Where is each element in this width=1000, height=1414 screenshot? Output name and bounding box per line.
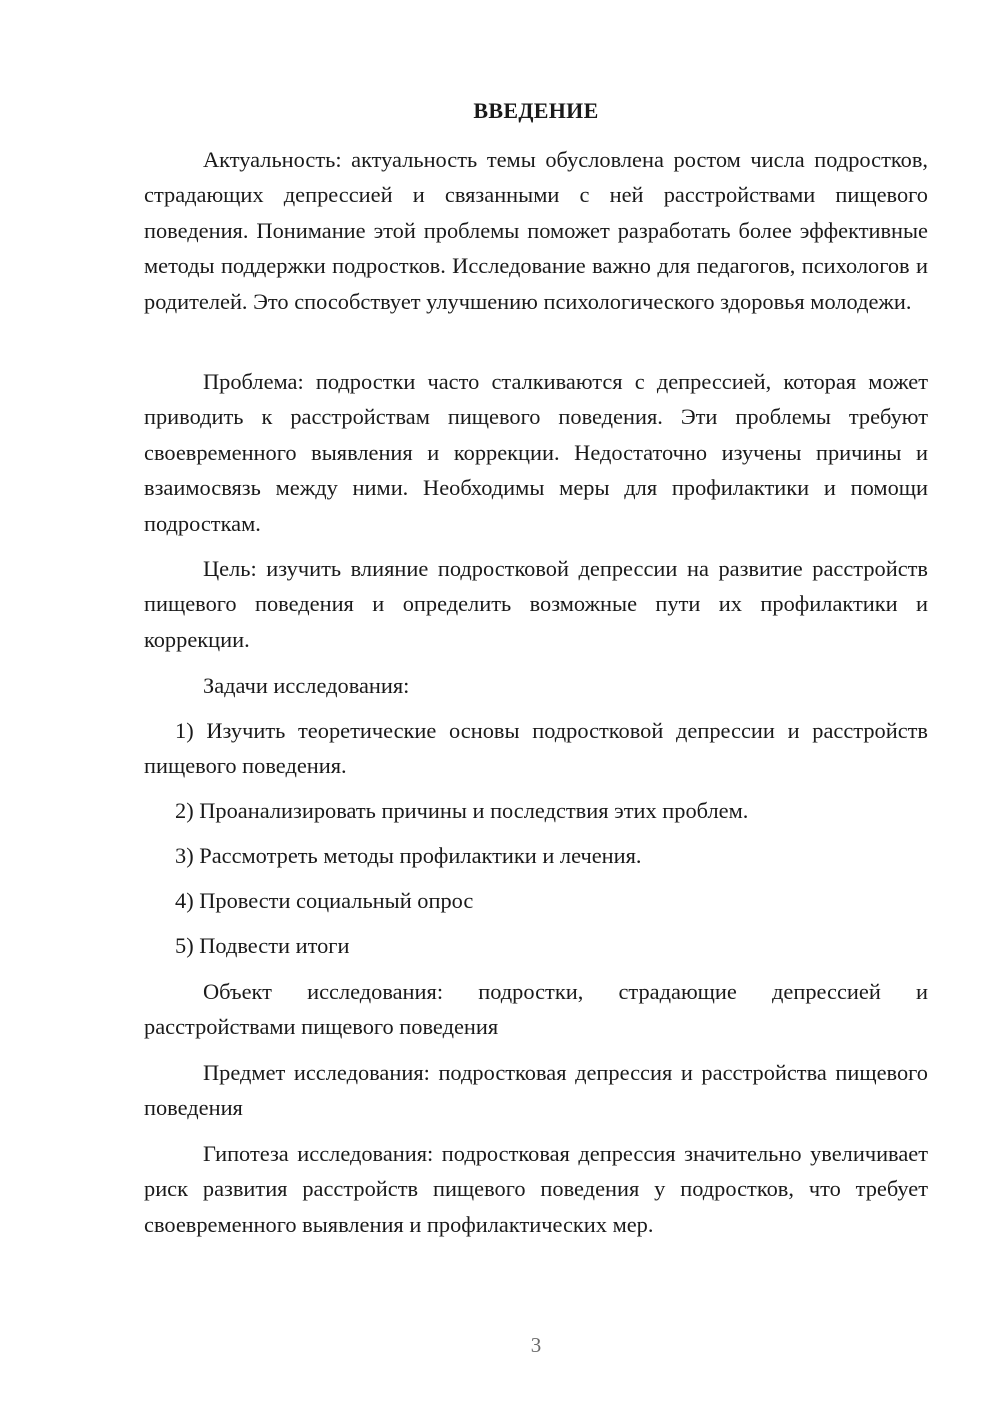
- section-title: ВВЕДЕНИЕ: [473, 98, 599, 123]
- relevance-paragraph: Актуальность: актуальность темы обусловлена ростом числа подростков, страдающих депрессией и связанными с ней расстройствами пищевого поведения. Понимание этой проблемы поможет разработать более эффективные методы поддержки подростков. Исследование важно для педагогов, психологов и родителей. Это способствует улучшению психологического здоровья молодежи.: [144, 147, 928, 314]
- task-item-4: 4) Провести социальный опрос: [175, 888, 474, 913]
- problem-paragraph: Проблема: подростки часто сталкиваются с депрессией, которая может приводить к расстройствам пищевого поведения. Эти проблемы требуют своевременного выявления и коррекции. Недостаточно изучены причины и взаимосвязь между ними. Необходимы меры для профилактики и помощи подросткам.: [144, 369, 928, 536]
- task-item-3: 3) Рассмотреть методы профилактики и лечения.: [175, 843, 642, 868]
- task-item-2: 2) Проанализировать причины и последствия этих проблем.: [175, 798, 749, 823]
- task-item-1: 1) Изучить теоретические основы подростковой депрессии и расстройств пищевого поведения.: [144, 718, 928, 779]
- task-item-5: 5) Подвести итоги: [175, 933, 350, 958]
- goal-paragraph: Цель: изучить влияние подростковой депрессии на развитие расстройств пищевого поведения и определить возможные пути их профилактики и коррекции.: [144, 556, 928, 652]
- tasks-heading: Задачи исследования:: [203, 673, 410, 698]
- document-page: [144, 0, 928, 1414]
- page-number: 3: [530, 1333, 542, 1357]
- hypothesis-paragraph: Гипотеза исследования: подростковая депрессия значительно увеличивает риск развития расстройств пищевого поведения у подростков, что требует своевременного выявления и профилактических мер.: [144, 1141, 928, 1237]
- object-paragraph: Объект исследования: подростки, страдающие депрессией и расстройствами пищевого поведения: [144, 979, 928, 1040]
- subject-paragraph: Предмет исследования: подростковая депрессия и расстройства пищевого поведения: [144, 1060, 928, 1121]
